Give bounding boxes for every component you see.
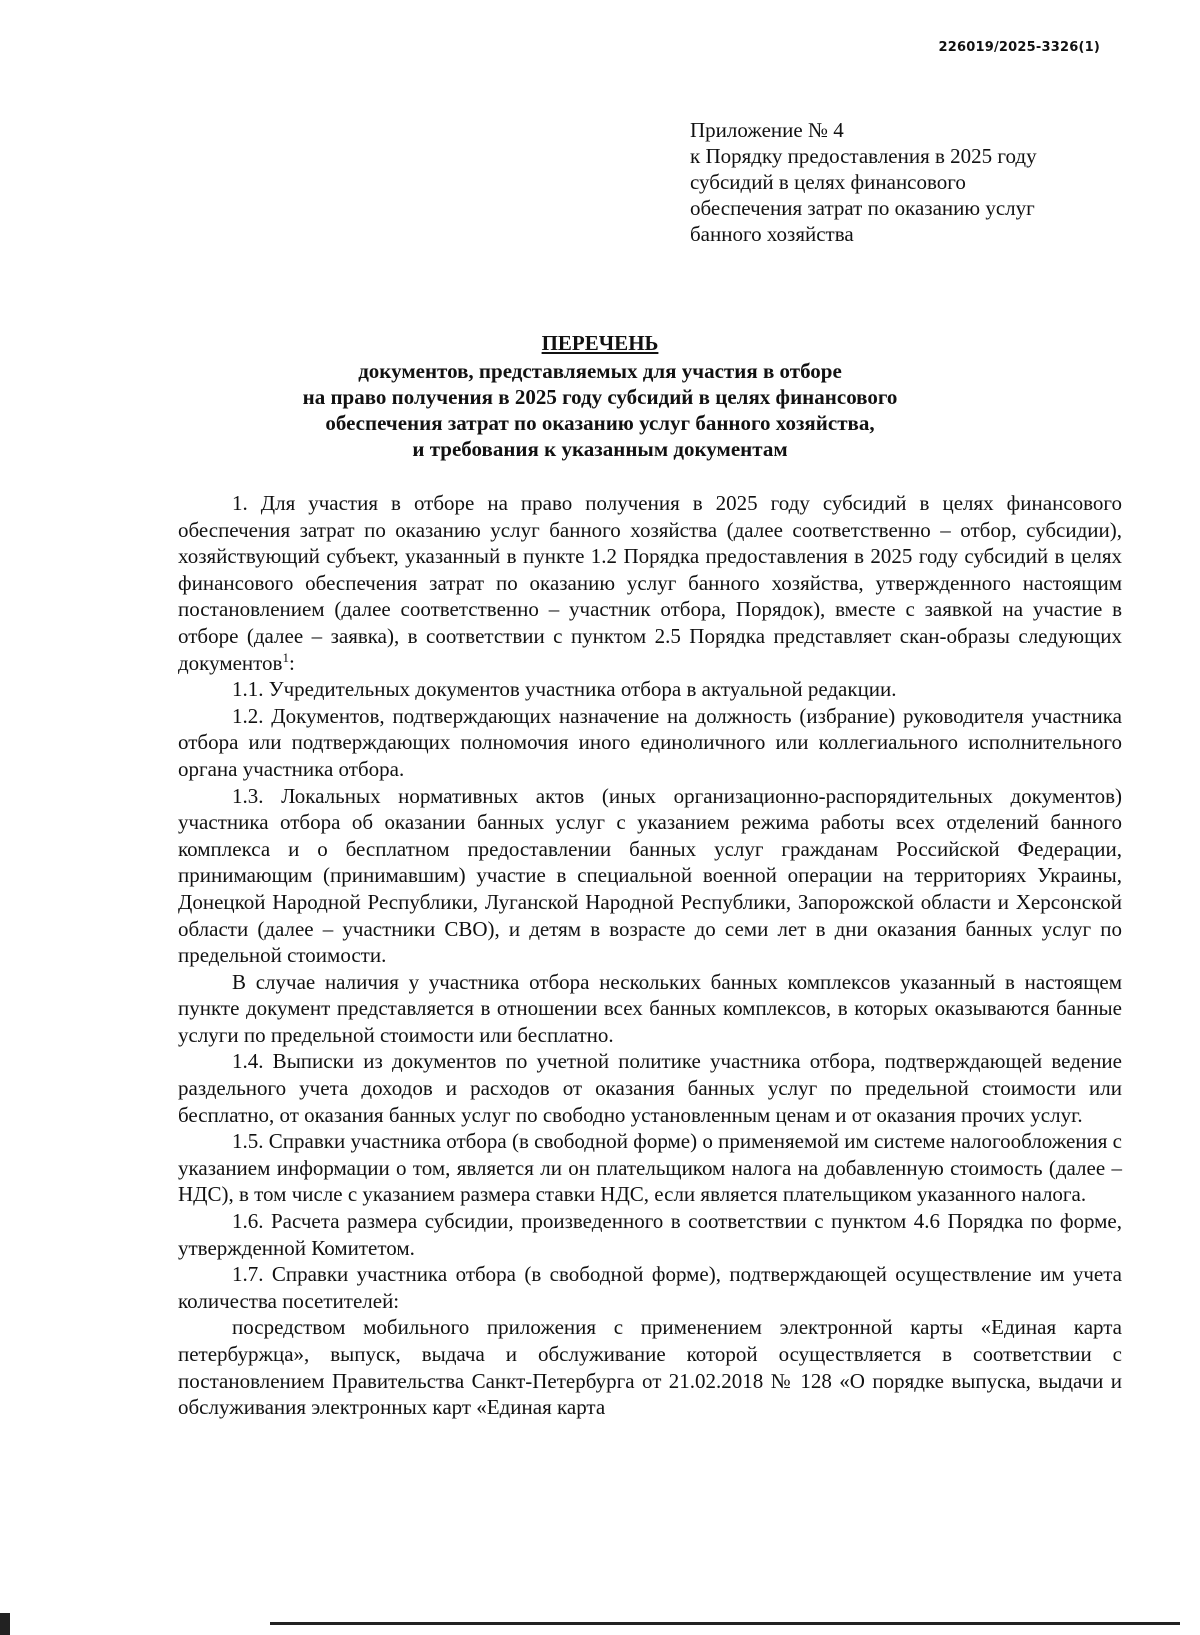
paragraph-1 (178, 490, 1122, 676)
paragraph-1-text: 1. Для участия в отборе на право получения в 2025 году субсидий в целях финансового обеспечения затрат по оказанию услуг банного хозяйства (далее соответственно – отбор, субсидии), хозяйствующий субъект, указанный в пункте 1.2 Порядка предоставления в 2025 году субсидий в целях финансового обеспечения затрат по оказанию услуг банного хозяйства, утвержденного настоящим постановлением (далее соответственно – участник отбора, Порядок), вместе с заявкой на участие в отборе (далее – заявка), в соответствии с пунктом 2.5 Порядка представляет скан-образы следующих документов (178, 491, 1122, 675)
paragraph-1-7-item: посредством мобильного приложения с применением электронной карты «Единая карта петербуржца», выпуск, выдача и обслуживание которой осуществляется в соответствии с постановлением Правительства Санкт-Петербурга от 21.02.2018 № 128 «О порядке выпуска, выдачи и обслуживания электронных карт «Единая карта (178, 1315, 1122, 1420)
footnote-marker: 1 (282, 649, 289, 665)
paragraph-1-2: 1.2. Документов, подтверждающих назначение на должность (избрание) руководителя участника отбора или подтверждающих полномочия иного единоличного или коллегиального исполнительного органа участника отбора. (178, 703, 1122, 781)
paragraph-1-tail: : (288, 650, 295, 675)
scan-edge-line (270, 1622, 1180, 1625)
appendix-line: обеспечения затрат по оказанию услуг (690, 196, 1035, 220)
title-line: обеспечения затрат по оказанию услуг банного хозяйства, (325, 411, 875, 435)
appendix-line: субсидий в целях финансового (690, 170, 966, 194)
paragraph-1-1: 1.1. Учредительных документов участника отбора в актуальной редакции. (232, 677, 897, 702)
title-line: документов, представляемых для участия в отборе (358, 359, 842, 383)
appendix-block (690, 117, 1110, 247)
appendix-line: Приложение № 4 (690, 118, 844, 142)
title-line: на право получения в 2025 году субсидий в целях финансового (302, 385, 898, 409)
appendix-line: к Порядку предоставления в 2025 году (690, 144, 1037, 168)
document-body (178, 490, 1122, 1421)
paragraph-1-3: 1.3. Локальных нормативных актов (иных организационно-распорядительных документов) участника отбора об оказании банных услуг с указанием режима работы всех отделений банного комплекса и о бесплатном предоставлении банных услуг гражданам Российской Федерации, принимающим (принимавшим) участие в специальной военной операции на территориях Украины, Донецкой Народной Республики, Луганской Народной Республики, Запорожской области и Херсонской области (далее – участники СВО), и детям в возрасте до семи лет в дни оказания банных услуг по предельной стоимости. (178, 783, 1122, 968)
document-id: 226019/2025-3326(1) (938, 40, 1100, 55)
appendix-line: банного хозяйства (690, 222, 854, 246)
paragraph-1-4: 1.4. Выписки из документов по учетной политике участника отбора, подтверждающей ведение раздельного учета доходов и расходов от оказания банных услуг по предельной стоимости или бесплатно, от оказания банных услуг по свободно установленным ценам и от оказания прочих услуг. (178, 1049, 1122, 1127)
title-line: и требования к указанным документам (412, 437, 788, 461)
paragraph-1-3-note: В случае наличия у участника отбора нескольких банных комплексов указанный в настоящем пункте документ представляется в отношении всех банных комплексов, в которых оказываются банные услуги по предельной стоимости или бесплатно. (178, 969, 1122, 1047)
document-title (100, 330, 1100, 462)
title-main: ПЕРЕЧЕНЬ (541, 331, 659, 355)
paragraph-1-6: 1.6. Расчета размера субсидии, произведенного в соответствии с пунктом 4.6 Порядка по форме, утвержденной Комитетом. (178, 1209, 1122, 1260)
paragraph-1-7: 1.7. Справки участника отбора (в свободной форме), подтверждающей осуществление им учета количества посетителей: (178, 1262, 1122, 1313)
paragraph-1-5: 1.5. Справки участника отбора (в свободной форме) о применяемой им системе налогообложения с указанием информации о том, является ли он плательщиком налога на добавленную стоимость (далее – НДС), в том числе с указанием размера ставки НДС, если является плательщиком указанного налога. (178, 1129, 1122, 1207)
scan-edge-mark (0, 1613, 10, 1635)
